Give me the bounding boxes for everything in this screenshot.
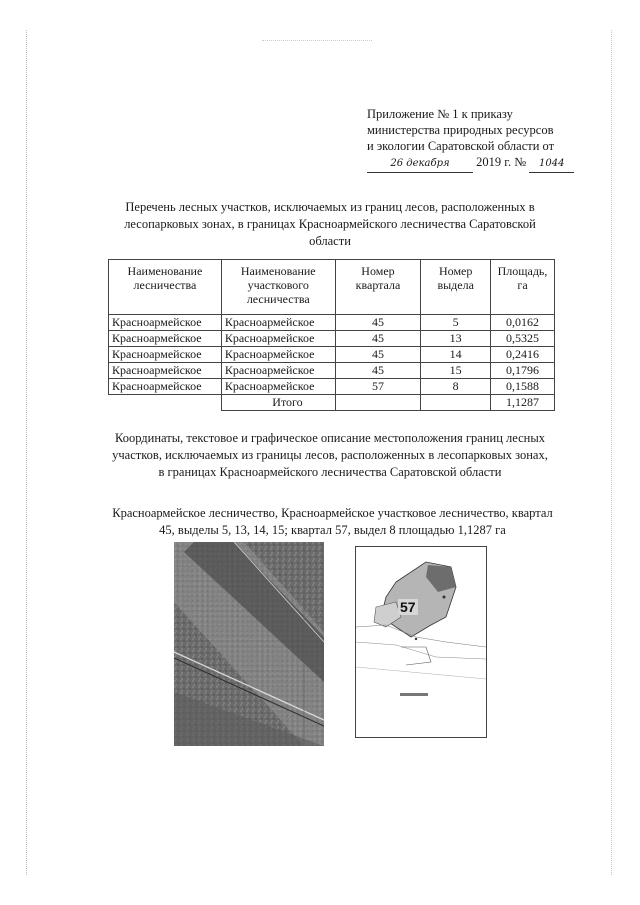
plot-caption: Красноармейское лесничество, Красноармейское участковое лесничество, квартал 45, выделы 5, 13, 14, 15; квартал 57, выдел 8 площадью 1,1287 га xyxy=(112,506,553,537)
cell-quarter: 45 xyxy=(335,363,421,379)
quarter-number-label: 57 xyxy=(400,599,416,615)
cell-forestry: Красноармейское xyxy=(109,331,222,347)
cell-district-forestry: Красноармейское xyxy=(221,315,335,331)
cell-district-forestry: Красноармейское xyxy=(221,363,335,379)
plot-scheme-graphic xyxy=(356,547,486,737)
cell-plot: 5 xyxy=(421,315,491,331)
cell-quarter: 45 xyxy=(335,315,421,331)
appendix-year: 2019 г. № xyxy=(476,155,527,169)
handwritten-number: 1044 xyxy=(529,156,574,173)
header-area: Площадь, га xyxy=(491,260,555,315)
cell-forestry: Красноармейское xyxy=(109,347,222,363)
header-district-forestry: Наименование участкового лесничества xyxy=(221,260,335,315)
scan-speck xyxy=(262,40,372,41)
cell-area: 0,1796 xyxy=(491,363,555,379)
cell-empty xyxy=(109,395,222,411)
cell-plot: 8 xyxy=(421,379,491,395)
table-row xyxy=(109,379,555,395)
cell-quarter: 57 xyxy=(335,379,421,395)
table-header-row xyxy=(109,260,555,315)
cell-forestry: Красноармейское xyxy=(109,315,222,331)
total-label: Итого xyxy=(221,395,335,411)
cell-empty xyxy=(421,395,491,411)
forest-plots-table xyxy=(108,259,555,411)
cell-area: 0,5325 xyxy=(491,331,555,347)
cell-plot: 15 xyxy=(421,363,491,379)
cell-area: 0,1588 xyxy=(491,379,555,395)
header-plot-number: Номер выдела xyxy=(421,260,491,315)
scheme-label-mark xyxy=(400,693,428,696)
cell-quarter: 45 xyxy=(335,331,421,347)
satellite-image-graphic xyxy=(174,542,324,746)
cell-area: 0,2416 xyxy=(491,347,555,363)
appendix-line-2: министерства природных ресурсов xyxy=(367,123,554,137)
cell-area: 0,0162 xyxy=(491,315,555,331)
description-title: Координаты, текстовое и графическое описание местоположения границ лесных участков, исключаемых из границы лесов, расположенных в лесопарковых зонах, в границах Красноармейского лесничества Саратовской области xyxy=(112,431,548,479)
appendix-header xyxy=(367,106,592,173)
appendix-line-3: и экологии Саратовской области от xyxy=(367,139,555,153)
plot-scheme-map xyxy=(355,546,487,738)
cell-forestry: Красноармейское xyxy=(109,379,222,395)
appendix-date-line xyxy=(367,154,592,173)
cell-district-forestry: Красноармейское xyxy=(221,331,335,347)
table-total-row xyxy=(109,395,555,411)
cell-district-forestry: Красноармейское xyxy=(221,347,335,363)
table-row xyxy=(109,315,555,331)
page-edge-right xyxy=(611,30,612,875)
satellite-image xyxy=(174,542,324,746)
handwritten-date: 26 декабря xyxy=(367,156,473,173)
header-quarter-number: Номер квартала xyxy=(335,260,421,315)
cell-district-forestry: Красноармейское xyxy=(221,379,335,395)
header-forestry: Наименование лесничества xyxy=(109,260,222,315)
table-row xyxy=(109,331,555,347)
cell-empty xyxy=(335,395,421,411)
cell-quarter: 45 xyxy=(335,347,421,363)
cell-plot: 14 xyxy=(421,347,491,363)
cell-forestry: Красноармейское xyxy=(109,363,222,379)
table-row xyxy=(109,363,555,379)
table-row xyxy=(109,347,555,363)
cell-plot: 13 xyxy=(421,331,491,347)
list-title: Перечень лесных участков, исключаемых из границ лесов, расположенных в лесопарковых зонах, в границах Красноармейского лесничества Саратовской области xyxy=(124,200,536,248)
total-area: 1,1287 xyxy=(491,395,555,411)
appendix-line-1: Приложение № 1 к приказу xyxy=(367,107,513,121)
page-edge-left xyxy=(26,30,27,875)
